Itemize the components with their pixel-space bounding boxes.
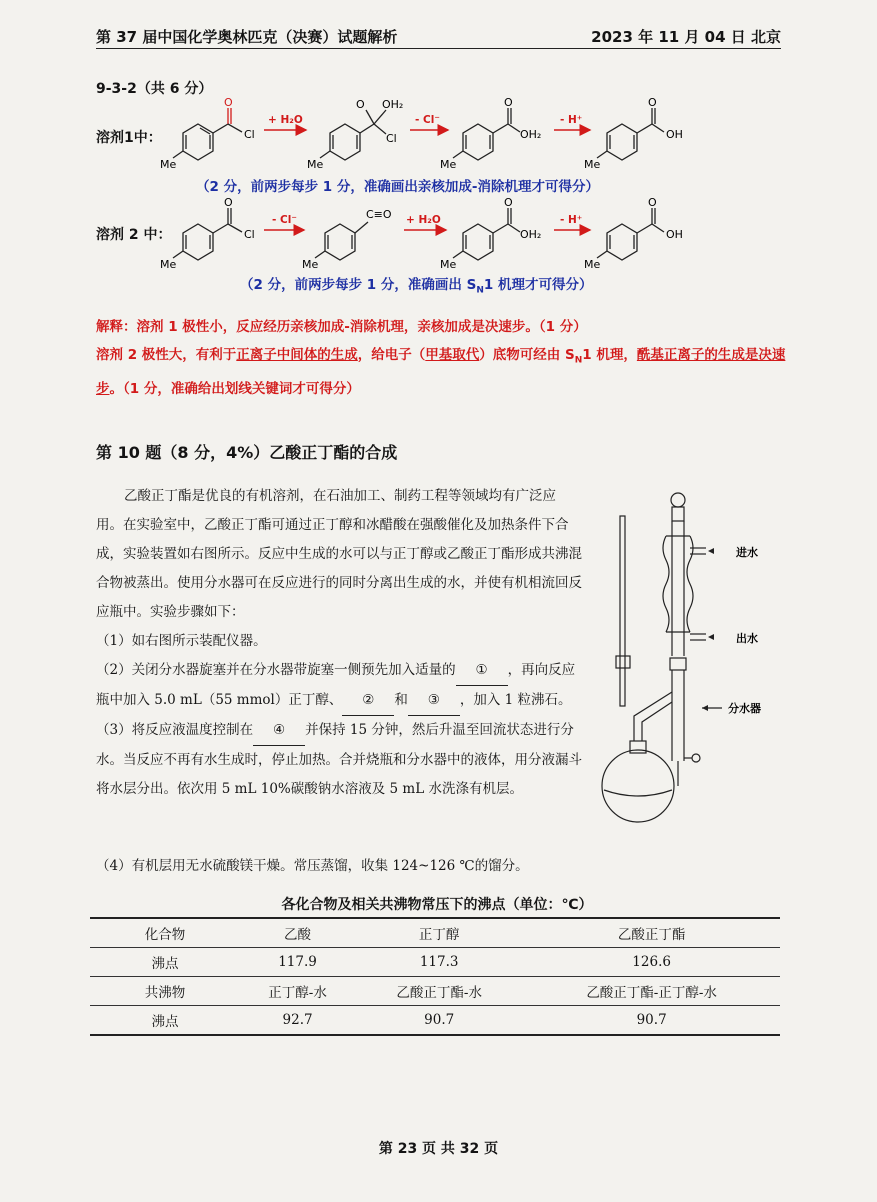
blank-4[interactable]: ④ <box>253 716 305 746</box>
o-label: O <box>648 96 657 109</box>
scheme2-arrow1: - Cl⁻ <box>272 214 297 226</box>
table-row: 沸点 117.9 117.3 126.6 <box>90 948 780 977</box>
blank-2[interactable]: ② <box>342 686 394 716</box>
apparatus-outlet-label: 出水 <box>736 632 758 645</box>
step-3: （3）将反应液温度控制在 ④ 并保持 15 分钟，然后升温至回流状态进行分水。当反应不再有水生成时，停止加热。合并烧瓶和分水器中的液体，用分液漏斗将水层分出。依次用 5 mL 10%碳酸钠水溶液及 5 mL 水洗涤有机层。 <box>96 716 582 804</box>
scheme1-arrow3: - H⁺ <box>560 114 583 126</box>
scheme2-note: （2 分，前两步每步 1 分，准确画出 $S_N1$ 机理才可得分） <box>240 277 593 296</box>
apparatus-separator-label: 分水器 <box>728 702 761 715</box>
oh2-label: OH₂ <box>520 228 542 241</box>
section-title: 9-3-2（共 6 分） <box>96 81 213 97</box>
o-label: O <box>504 96 513 109</box>
table-row: 共沸物 正丁醇-水 乙酸正丁酯-水 乙酸正丁酯-正丁醇-水 <box>90 977 780 1006</box>
step-4: （4）有机层用无水硫酸镁干燥。常压蒸馏，收集 124~126 ℃的馏分。 <box>96 858 529 874</box>
table-row: 化合物 乙酸 正丁醇 乙酸正丁酯 <box>90 918 780 948</box>
scheme1-arrow2: - Cl⁻ <box>415 114 440 126</box>
scheme1-note: （2 分，前两步每步 1 分，准确画出亲核加成-消除机理才可得分） <box>196 179 599 195</box>
step-2: （2）关闭分水器旋塞并在分水器带旋塞一侧预先加入适量的 ① ，再向反应瓶中加入 5.0 mL（55 mmol）正丁醇、 ② 和 ③ ，加入 1 粒沸石。 <box>96 656 582 716</box>
scheme2-arrow2: + H₂O <box>406 214 441 226</box>
acylium-label: C≡O <box>366 208 392 221</box>
header-date: 2023 年 11 月 04 日 北京 <box>591 28 781 46</box>
o-label: O <box>648 196 657 209</box>
boiling-point-table <box>90 917 780 1036</box>
scheme1-label: 溶剂1中： <box>96 130 162 146</box>
scheme2-arrow3: - H⁺ <box>560 214 583 226</box>
oh-label: OH <box>666 228 683 241</box>
page-header <box>96 26 781 48</box>
me-label: Me <box>440 258 457 271</box>
header-divider <box>96 48 781 49</box>
oh2-label: OH₂ <box>382 98 404 111</box>
step-1: （1）如右图所示装配仪器。 <box>96 633 267 649</box>
me-label: Me <box>160 258 177 271</box>
page-footer: 第 23 页 共 32 页 <box>378 1141 499 1157</box>
question-body <box>96 482 582 804</box>
o-label: O <box>224 196 233 209</box>
apparatus-inlet-label: 进水 <box>736 546 758 559</box>
me-label: Me <box>302 258 319 271</box>
me-label: Me <box>584 158 601 171</box>
me-label: Me <box>440 158 457 171</box>
scheme1-diagram <box>160 96 720 176</box>
o-label: O <box>224 96 233 109</box>
question-title: 第 10 题（8 分，4%）乙酸正丁酯的合成 <box>96 443 398 462</box>
acid-chloride-1 <box>173 108 242 160</box>
scheme2-label: 溶剂 2 中： <box>96 227 172 243</box>
o-minus-label: O <box>356 98 365 111</box>
table-row: 沸点 92.7 90.7 90.7 <box>90 1006 780 1036</box>
blank-1[interactable]: ① <box>456 656 508 686</box>
table-title: 各化合物及相关共沸物常压下的沸点（单位：℃） <box>281 897 593 913</box>
oh2-label: OH₂ <box>520 128 542 141</box>
explanation-lead: 解释： <box>96 319 137 335</box>
cl-label: Cl <box>386 132 397 145</box>
cl-label: Cl <box>244 228 255 241</box>
o-label: O <box>504 196 513 209</box>
me-label: Me <box>160 158 177 171</box>
header-title: 第 37 届中国化学奥林匹克（决赛）试题解析 <box>96 28 398 46</box>
oh-label: OH <box>666 128 683 141</box>
me-label: Me <box>307 158 324 171</box>
scheme2-diagram <box>160 196 720 276</box>
apparatus-diagram <box>592 486 782 846</box>
scheme1-arrow1: + H₂O <box>268 114 303 126</box>
me-label: Me <box>584 258 601 271</box>
blank-3[interactable]: ③ <box>408 686 460 716</box>
cl-label: Cl <box>244 128 255 141</box>
question-intro: 乙酸正丁酯是优良的有机溶剂，在石油加工、制药工程等领域均有广泛应用。在实验室中，乙酸正丁酯可通过正丁醇和冰醋酸在强酸催化及加热条件下合成，实验装置如右图所示。反应中生成的水可以与正丁醇或乙酸正丁酯形成共沸混合物被蒸出。使用分水器可在反应进行的同时分离出生成的水，并使有机相流回反应瓶中。实验步骤如下： <box>96 488 582 620</box>
explanation: 解释：溶剂 1 极性小，反应经历亲核加成-消除机理，亲核加成是决速步。（1 分） 溶剂 2 极性大，有利于正离子中间体的生成，给电子（甲基取代）底物可经由 $S_N1$ 机理，酰基正离子的生成是决速步。（1 分，准确给出划线关键词才可得分） <box>96 319 786 397</box>
